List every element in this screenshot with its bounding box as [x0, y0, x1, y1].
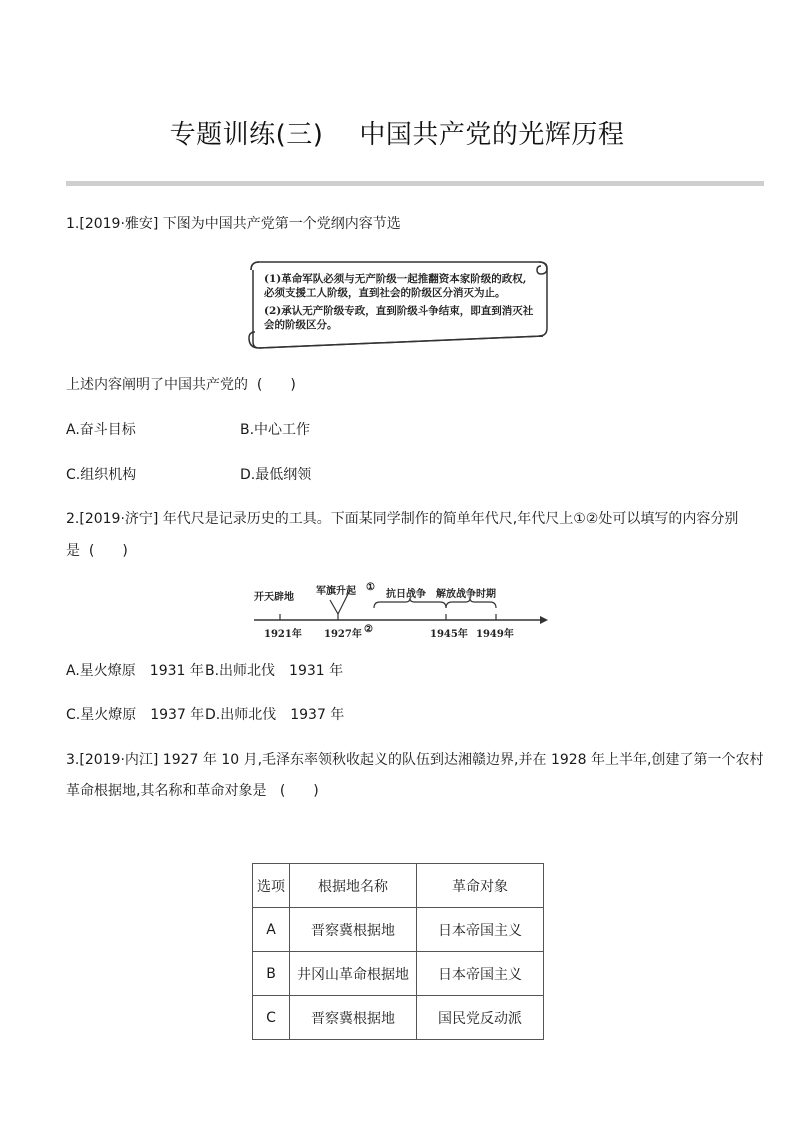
q2-option-d: D.出师北伐 1937 年	[205, 707, 345, 723]
scroll-line: 必须支援工人阶级，直到社会的阶级区分消灭为止。	[264, 287, 506, 299]
table-header-row	[253, 864, 544, 908]
table-cell: 日本帝国主义	[417, 952, 544, 996]
page-title	[0, 114, 794, 151]
table-row	[253, 908, 544, 952]
timeline-label-start: 开天辟地	[254, 592, 294, 603]
table-row	[253, 952, 544, 996]
q2-option-c: C.星火燎原 1937 年	[66, 707, 205, 723]
q2-option-a: A.星火燎原 1931 年	[66, 663, 204, 679]
q3-stem-line1: 3.[2019·内江] 1927 年 10 月,毛泽东率领秋收起义的队伍到达湘赣边界,并在 1928 年上半年,创建了第一个农村	[66, 752, 764, 768]
q3-stem-line2	[66, 781, 319, 801]
table-header-cell: 选项	[253, 864, 290, 908]
title-series: 专题训练(三)	[169, 120, 324, 150]
timeline-year-1945: 1945年	[430, 629, 468, 640]
title-divider	[66, 181, 764, 186]
table-row	[253, 996, 544, 1040]
scroll-line: (2)承认无产阶级专政，直到阶级斗争结束，即直到消灭社	[264, 305, 534, 317]
q2-stem-line2	[66, 541, 128, 561]
q2-stem-line1: 2.[2019·济宁] 年代尺是记录历史的工具。下面某同学制作的简单年代尺,年代尺上①②处可以填写的内容分别	[66, 511, 739, 527]
title-topic: 中国共产党的光辉历程	[359, 120, 625, 150]
timeline-year-1949: 1949年	[476, 629, 514, 640]
table-cell: A	[253, 908, 290, 952]
table-cell: C	[253, 996, 290, 1040]
q3-answer-table	[252, 863, 544, 1040]
table-header-cell: 根据地名称	[290, 864, 417, 908]
answer-blank: ( )	[279, 783, 319, 799]
q3-stem-text: 革命根据地,其名称和革命对象是	[66, 783, 267, 799]
timeline-year-1921: 1921年	[264, 629, 302, 640]
q2-option-b: B.出师北伐 1931 年	[205, 663, 344, 679]
timeline	[250, 578, 550, 640]
timeline-label-flag: 军旗升起	[316, 586, 356, 597]
q1-option-a: A.奋斗目标	[66, 422, 136, 438]
answer-blank: ( )	[256, 377, 296, 393]
timeline-year-1927: 1927年	[324, 629, 362, 640]
table-header-cell: 革命对象	[417, 864, 544, 908]
q1-option-c: C.组织机构	[66, 467, 137, 483]
table-cell: 井冈山革命根据地	[290, 952, 417, 996]
timeline-label-war: 抗日战争	[386, 589, 426, 600]
q1-option-b: B.中心工作	[240, 422, 311, 438]
table-cell: 晋察冀根据地	[290, 996, 417, 1040]
table-cell: 国民党反动派	[417, 996, 544, 1040]
q1-option-d: D.最低纲领	[240, 467, 312, 483]
table-cell: 晋察冀根据地	[290, 908, 417, 952]
answer-blank: ( )	[88, 543, 128, 559]
scroll-line: 会的阶级区分。	[264, 319, 338, 331]
q2-stem-text: 是	[66, 543, 80, 559]
scroll-line: (1)革命军队必须与无产阶级一起推翻资本家阶级的政权,	[264, 273, 527, 285]
q1-stem: 1.[2019·雅安] 下图为中国共产党第一个党纲内容节选	[66, 216, 401, 232]
q1-prompt	[66, 375, 296, 395]
timeline-label-liberation: 解放战争时期	[436, 589, 496, 600]
table-cell: B	[253, 952, 290, 996]
table-cell: 日本帝国主义	[417, 908, 544, 952]
q1-prompt-text: 上述内容阐明了中国共产党的	[66, 377, 248, 393]
timeline-blank-2: ②	[364, 624, 373, 635]
timeline-blank-1: ①	[366, 582, 375, 593]
